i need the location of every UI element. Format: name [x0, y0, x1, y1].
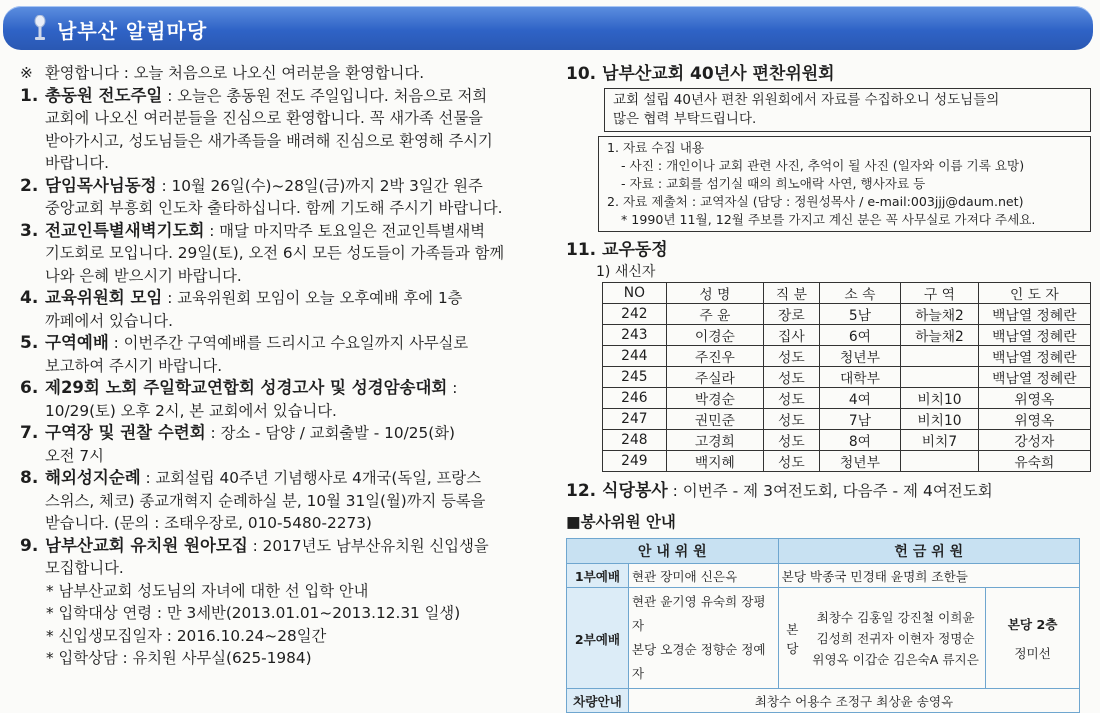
announcement-item: [20, 535, 545, 580]
service-header-row: [567, 539, 1080, 564]
table-cell: 243: [603, 325, 667, 346]
item-body: [45, 332, 545, 377]
item-text-line: 교회에 나오신 여러분들을 진심으로 환영합니다. 꼭 새가족 선물을: [45, 109, 483, 127]
table-cell: 주진우: [666, 346, 763, 367]
service-row: [567, 564, 1080, 588]
item-title: 구역장 및 권찰 수련회: [45, 423, 206, 442]
table-cell: 244: [603, 346, 667, 367]
announcement-item: [20, 85, 545, 175]
table-cell: 6여: [819, 325, 900, 346]
detail-line: 2. 자료 제출처 : 교역자실 (담당 : 정원성목사 / e-mail:003jjj@daum.net): [607, 194, 1024, 209]
table-cell: 245: [603, 367, 667, 388]
offering-line: 최창수 김홍일 강진철 이희윤: [816, 609, 975, 625]
item-title: 해외성지순례: [45, 468, 141, 487]
item-first-line: [45, 175, 545, 198]
table-cell: 위영옥: [978, 388, 1090, 409]
offering-names: [806, 588, 986, 689]
item-number: 6.: [20, 378, 39, 398]
service-title: ■봉사위원 안내: [566, 513, 676, 531]
column-header: 인 도 자: [978, 283, 1090, 304]
item-title: 담임목사님동정: [45, 175, 157, 195]
table-row: [603, 409, 1091, 430]
announcement-item: [20, 377, 545, 422]
table-cell: 246: [603, 388, 667, 409]
table-cell: 대학부: [819, 367, 900, 388]
guide-line: 본당 오경순 정향순 정예자: [631, 642, 766, 681]
item-number: 8.: [20, 468, 39, 488]
notice-text: 환영합니다 : 오늘 처음으로 나오신 여러분을 환영합니다.: [45, 64, 425, 82]
item10-intro-box: [604, 88, 1091, 132]
item-body: [45, 467, 545, 535]
table-cell: 247: [603, 409, 667, 430]
microphone-icon: [33, 15, 47, 41]
item-body: [45, 287, 545, 332]
table-cell: 4여: [819, 388, 900, 409]
table-cell: 백남열 정혜란: [978, 304, 1090, 325]
item-text-line: 까페에서 있습니다.: [45, 311, 173, 330]
item-text-line: 바랍니다.: [45, 154, 109, 172]
table-cell: 백지혜: [666, 451, 763, 472]
table-cell: 248: [603, 430, 667, 451]
table-cell: 하늘채2: [901, 304, 979, 325]
item-first-line: [45, 422, 545, 445]
table-cell: 성도: [764, 346, 820, 367]
item10-details-box: [598, 136, 1091, 232]
floor2-label: 본당 2층: [1007, 617, 1058, 632]
table-cell: 7남: [819, 409, 900, 430]
table-cell: 백남열 정혜란: [978, 325, 1090, 346]
announcement-item: [20, 287, 545, 332]
item-text: : 10월 26일(수)~28일(금)까지 2박 3일간 원주: [156, 176, 483, 195]
offering-sublabel: 본당: [778, 588, 806, 689]
detail-line: * 1990년 11월, 12월 주보를 가지고 계신 분은 꼭 사무실로 가져다 주세요.: [621, 212, 1036, 227]
kindergarten-notes: [20, 580, 545, 670]
item-first-line: [45, 377, 545, 400]
item10-heading: 10. 남부산교회 40년사 편찬위원회: [566, 64, 835, 84]
floor2-name: 정미선: [1014, 646, 1051, 661]
page-title: 남부산 알림마당: [57, 19, 208, 43]
item12-text: : 이번주 - 제 3여전도회, 다음주 - 제 4여전도회: [667, 482, 993, 500]
row-label: 1부예배: [567, 564, 629, 588]
guide-names: 현관 장미애 신은옥: [628, 564, 778, 588]
table-row: [603, 451, 1091, 472]
offering-names: 본당 박종국 민경태 윤명희 조한들: [778, 564, 1079, 588]
item-first-line: [45, 287, 545, 310]
table-cell: 강성자: [978, 430, 1090, 451]
table-row: [603, 304, 1091, 325]
announcement-item: [20, 422, 545, 467]
item-text-line: 중앙교회 부흥회 인도차 출타하십니다. 함께 기도해 주시기 바랍니다.: [45, 199, 503, 217]
vehicle-names: 최창수 어용수 조정구 최상윤 송영옥: [628, 689, 1079, 713]
table-cell: 성도: [764, 367, 820, 388]
item-text-line: 기도회로 모입니다. 29일(토), 오전 6시 모든 성도들이 가족들과 함께: [45, 244, 505, 262]
item-text-line: 10/29(토) 오후 2시, 본 교회에서 있습니다.: [45, 401, 337, 420]
announcement-item: [20, 467, 545, 535]
table-cell: 비치10: [901, 388, 979, 409]
table-cell: 권민준: [666, 409, 763, 430]
kinder-note: * 입학상담 : 유치원 사무실(625-1984): [46, 649, 312, 667]
table-cell: 청년부: [819, 346, 900, 367]
offering-header: 헌 금 위 원: [778, 539, 1079, 564]
item-text-line: 나와 은혜 받으시기 바랍니다.: [45, 266, 242, 285]
item-body: [45, 377, 545, 422]
welcome-notice: [20, 62, 545, 85]
service-row: [567, 588, 1080, 689]
item-first-line: [45, 220, 545, 243]
detail-line: - 자료 : 교회를 섬기실 때의 희노애락 사연, 행사자료 등: [621, 176, 926, 191]
table-cell: 청년부: [819, 451, 900, 472]
table-cell: 이경순: [666, 325, 763, 346]
item11-heading: 11. 교우동정: [566, 240, 668, 260]
item-first-line: [45, 535, 545, 558]
item10-intro-line: 교회 설립 40년사 편찬 위원회에서 자료를 수집하오니 성도님들의: [613, 92, 1000, 108]
table-cell: 비치7: [901, 430, 979, 451]
item-number: 7.: [20, 423, 39, 443]
item-number: 5.: [20, 333, 39, 353]
column-header: 직 분: [764, 283, 820, 304]
detail-line: 1. 자료 수집 내용: [607, 140, 705, 155]
announcement-list: [20, 85, 545, 580]
item-text-line: 오전 7시: [45, 446, 104, 465]
offering-line: 김성희 전귀자 이현자 정명순: [816, 630, 975, 646]
offering-line: 위영옥 이갑순 김은숙A 류지은: [812, 651, 979, 667]
table-row: [603, 367, 1091, 388]
table-cell: 비치10: [901, 409, 979, 430]
item12-title: 12. 식당봉사: [566, 481, 668, 501]
item-first-line: [45, 332, 545, 355]
notice-mark: ※: [20, 64, 33, 82]
item-text: : 교육위원회 모임이 오늘 오후예배 후에 1층: [162, 289, 463, 307]
item-number: 1.: [20, 85, 39, 106]
item-body: [45, 175, 545, 220]
item-body: [45, 422, 545, 467]
item-text: : 이번주간 구역예배를 드리시고 수요일까지 사무실로: [108, 334, 469, 352]
item-number: 9.: [20, 535, 39, 556]
item-text-line: 스위스, 체코) 종교개혁지 순례하실 분, 10월 31일(월)까지 등록을: [45, 491, 486, 510]
table-cell: [901, 346, 979, 367]
service-row: [567, 689, 1080, 713]
table-cell: 위영옥: [978, 409, 1090, 430]
table-cell: 성도: [764, 451, 820, 472]
item-number: 4.: [20, 288, 39, 308]
item-title: 전교인특별새벽기도회: [45, 220, 205, 240]
table-row: [603, 325, 1091, 346]
item-title: 남부산교회 유치원 원아모집: [45, 535, 248, 555]
item10-intro-line: 많은 협력 부탁드립니다.: [613, 111, 757, 127]
table-cell: 유숙희: [978, 451, 1090, 472]
table-row: [603, 430, 1091, 451]
item-text: : 장소 - 담양 / 교회출발 - 10/25(화): [205, 424, 455, 442]
table-cell: 박경순: [666, 388, 763, 409]
item12: [566, 480, 1091, 502]
right-column: [566, 62, 1091, 713]
column-header: 소 속: [819, 283, 900, 304]
table-cell: 성도: [764, 409, 820, 430]
table-cell: [901, 451, 979, 472]
column-header: 성 명: [666, 283, 763, 304]
item-first-line: [45, 85, 545, 108]
kinder-note: * 신입생모집일자 : 2016.10.24~28일간: [46, 626, 327, 645]
table-cell: [901, 367, 979, 388]
item-text: : 2017년도 남부산유치원 신입생을: [247, 536, 489, 555]
table-row: [603, 388, 1091, 409]
guide-header: 안 내 위 원: [567, 539, 779, 564]
item-number: 3.: [20, 220, 39, 241]
item-body: [45, 220, 545, 288]
item-title: 제29회 노회 주일학교연합회 성경고사 및 성경암송대회: [45, 378, 448, 397]
item-title: 교육위원회 모임: [45, 288, 163, 307]
announcement-item: [20, 332, 545, 377]
table-cell: 집사: [764, 325, 820, 346]
newcomer-table: [602, 282, 1091, 472]
table-cell: 성도: [764, 388, 820, 409]
item-text: : 매달 마지막주 토요일은 전교인특별새벽: [204, 221, 486, 240]
kinder-note: * 남부산교회 성도님의 자녀에 대한 선 입학 안내: [46, 581, 369, 600]
service-table: [566, 538, 1080, 713]
table-cell: 장로: [764, 304, 820, 325]
table-cell: 주실라: [666, 367, 763, 388]
left-column: [20, 62, 545, 670]
header-banner: [3, 6, 1093, 50]
table-row: [603, 346, 1091, 367]
item-text-line: 보고하여 주시기 바랍니다.: [45, 356, 223, 375]
newcomer-header-row: [603, 283, 1091, 304]
table-cell: 성도: [764, 430, 820, 451]
kinder-note: * 입학대상 연령 : 만 3세반(2013.01.01~2013.12.31 일생): [46, 604, 461, 622]
column-header: 구 역: [901, 283, 979, 304]
item-title: 구역예배: [45, 333, 109, 352]
guide-names: [628, 588, 778, 689]
item-body: [45, 85, 545, 175]
item-text: : 오늘은 총동원 전도 주일입니다. 처음으로 저희: [162, 86, 488, 105]
table-cell: 249: [603, 451, 667, 472]
table-cell: 고경희: [666, 430, 763, 451]
table-cell: 백남열 정혜란: [978, 346, 1090, 367]
item-number: 2.: [20, 175, 39, 196]
item-text: : 교회설립 40주년 기념행사로 4개국(독일, 프랑스: [140, 469, 481, 487]
guide-line: 현관 윤기영 유숙희 장평자: [631, 594, 766, 633]
item-body: [45, 535, 545, 580]
newcomer-subtitle: 1) 새신자: [596, 264, 656, 280]
table-cell: 242: [603, 304, 667, 325]
item-title: 총동원 전도주일: [45, 85, 163, 105]
floor2-cell: [986, 588, 1080, 689]
item-first-line: [45, 467, 545, 490]
item-text-line: 모집합니다.: [45, 559, 124, 577]
table-cell: 주 윤: [666, 304, 763, 325]
column-header: NO: [603, 283, 667, 304]
table-cell: 5남: [819, 304, 900, 325]
table-cell: 8여: [819, 430, 900, 451]
table-cell: 하늘채2: [901, 325, 979, 346]
announcement-item: [20, 175, 545, 220]
item-text: :: [447, 379, 458, 397]
item-text-line: 받아가시고, 성도님들은 새가족들을 배려해 진심으로 환영해 주시기: [45, 131, 493, 150]
item-text-line: 받습니다. (문의 : 조태우장로, 010-5480-2273): [45, 514, 372, 532]
detail-line: - 사진 : 개인이나 교회 관련 사진, 추억이 될 사진 (일자와 이름 기록 요망): [621, 158, 1025, 173]
announcement-item: [20, 220, 545, 288]
row-label: 2부예배: [567, 588, 629, 689]
row-label: 차량안내: [567, 689, 629, 713]
table-cell: 백남열 정혜란: [978, 367, 1090, 388]
